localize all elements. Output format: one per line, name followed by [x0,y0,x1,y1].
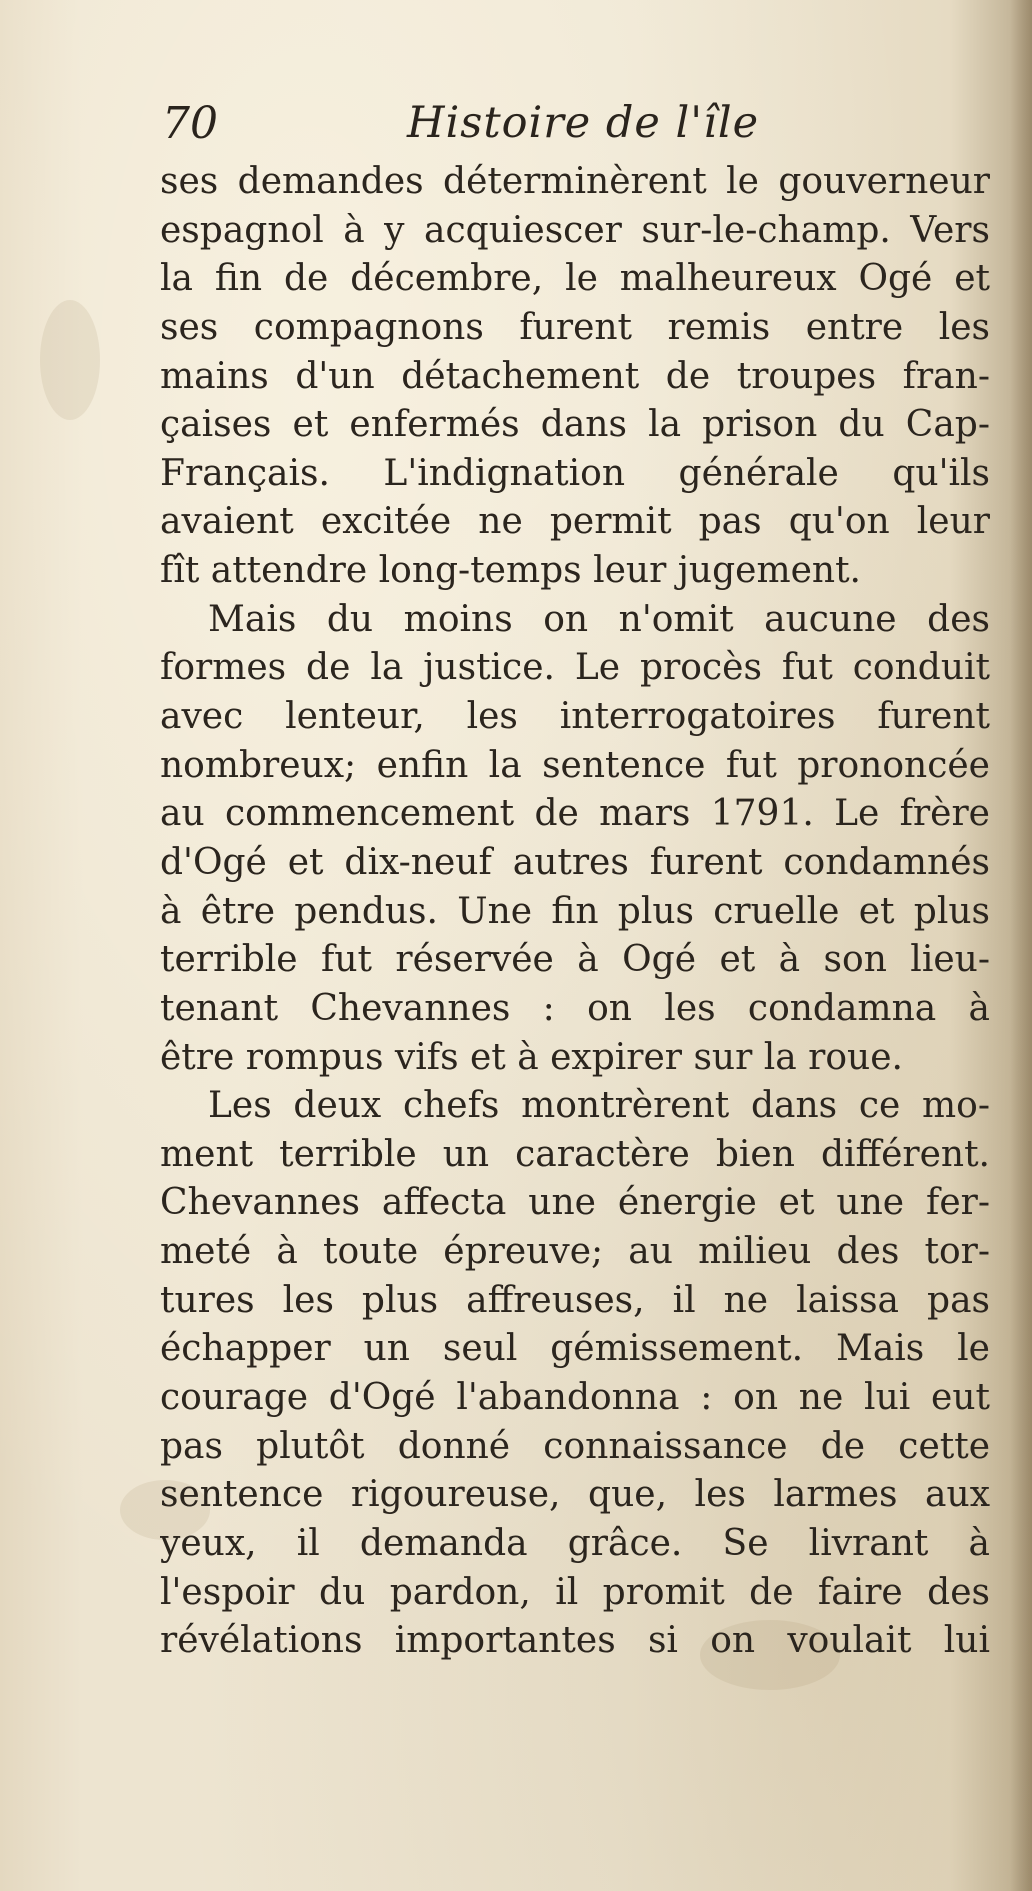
text-line: terrible fut réservée à Ogé et à son lieu- [160,939,990,981]
text-line: d'Ogé et dix-neuf autres furent condamnés [160,841,990,883]
text-line: à être pendus. Une fin plus cruelle et plus [160,890,990,932]
text-line: Mais du moins on n'omit aucune des [208,598,990,640]
text-line: l'espoir du pardon, il promit de faire des [160,1571,990,1613]
text-line: tures les plus affreuses, il ne laissa pas [160,1279,990,1321]
text-line: avec lenteur, les interrogatoires furent [160,696,990,738]
text-line: Français. L'indignation générale qu'ils [160,452,990,494]
text-line: meté à toute épreuve; au milieu des tor- [160,1231,990,1273]
text-line: au commencement de mars 1791. Le frère [160,793,990,835]
text-line: ses demandes déterminèrent le gouverneur [160,161,990,202]
text-line: la fin de décembre, le malheureux Ogé et [160,258,990,300]
page-number: 70 [162,98,218,149]
text-line: ment terrible un caractère bien différent. [160,1133,990,1175]
text-line: nombreux; enfin la sentence fut prononcée [160,744,990,786]
text-line: mains d'un détachement de troupes fran- [160,355,990,397]
text-line: courage d'Ogé l'abandonna : on ne lui eut [160,1377,990,1419]
paper-stain [40,300,100,420]
text-line: ses compagnons furent remis entre les [160,306,990,348]
text-line: espagnol à y acquiescer sur-le-champ. Vers [160,209,990,251]
text-line: pas plutôt donné connaissance de cette [160,1425,990,1467]
running-head: Histoire de l'île [407,98,760,148]
text-line: avaient excitée ne permit pas qu'on leur [160,501,990,543]
text-line: yeux, il demanda grâce. Se livrant à [160,1522,990,1564]
text-line: Chevannes affecta une énergie et une fer- [160,1182,990,1224]
text-line: Les deux chefs montrèrent dans ce mo- [208,1085,990,1127]
text-line: sentence rigoureuse, que, les larmes aux [160,1474,990,1516]
body-text [160,158,990,1666]
text-line: formes de la justice. Le procès fut conduit [160,647,990,689]
text-line: çaises et enfermés dans la prison du Cap- [160,404,990,446]
text-line: fît attendre long-temps leur jugement. [160,550,861,592]
page-edge-shadow [1010,0,1032,1891]
text-line: être rompus vifs et à expirer sur la roue. [160,1036,903,1078]
text-line: révélations importantes si on voulait lui [160,1620,990,1662]
text-line: tenant Chevannes : on les condamna à [160,987,990,1029]
text-line: échapper un seul gémissement. Mais le [160,1328,990,1370]
page-header [162,98,992,158]
